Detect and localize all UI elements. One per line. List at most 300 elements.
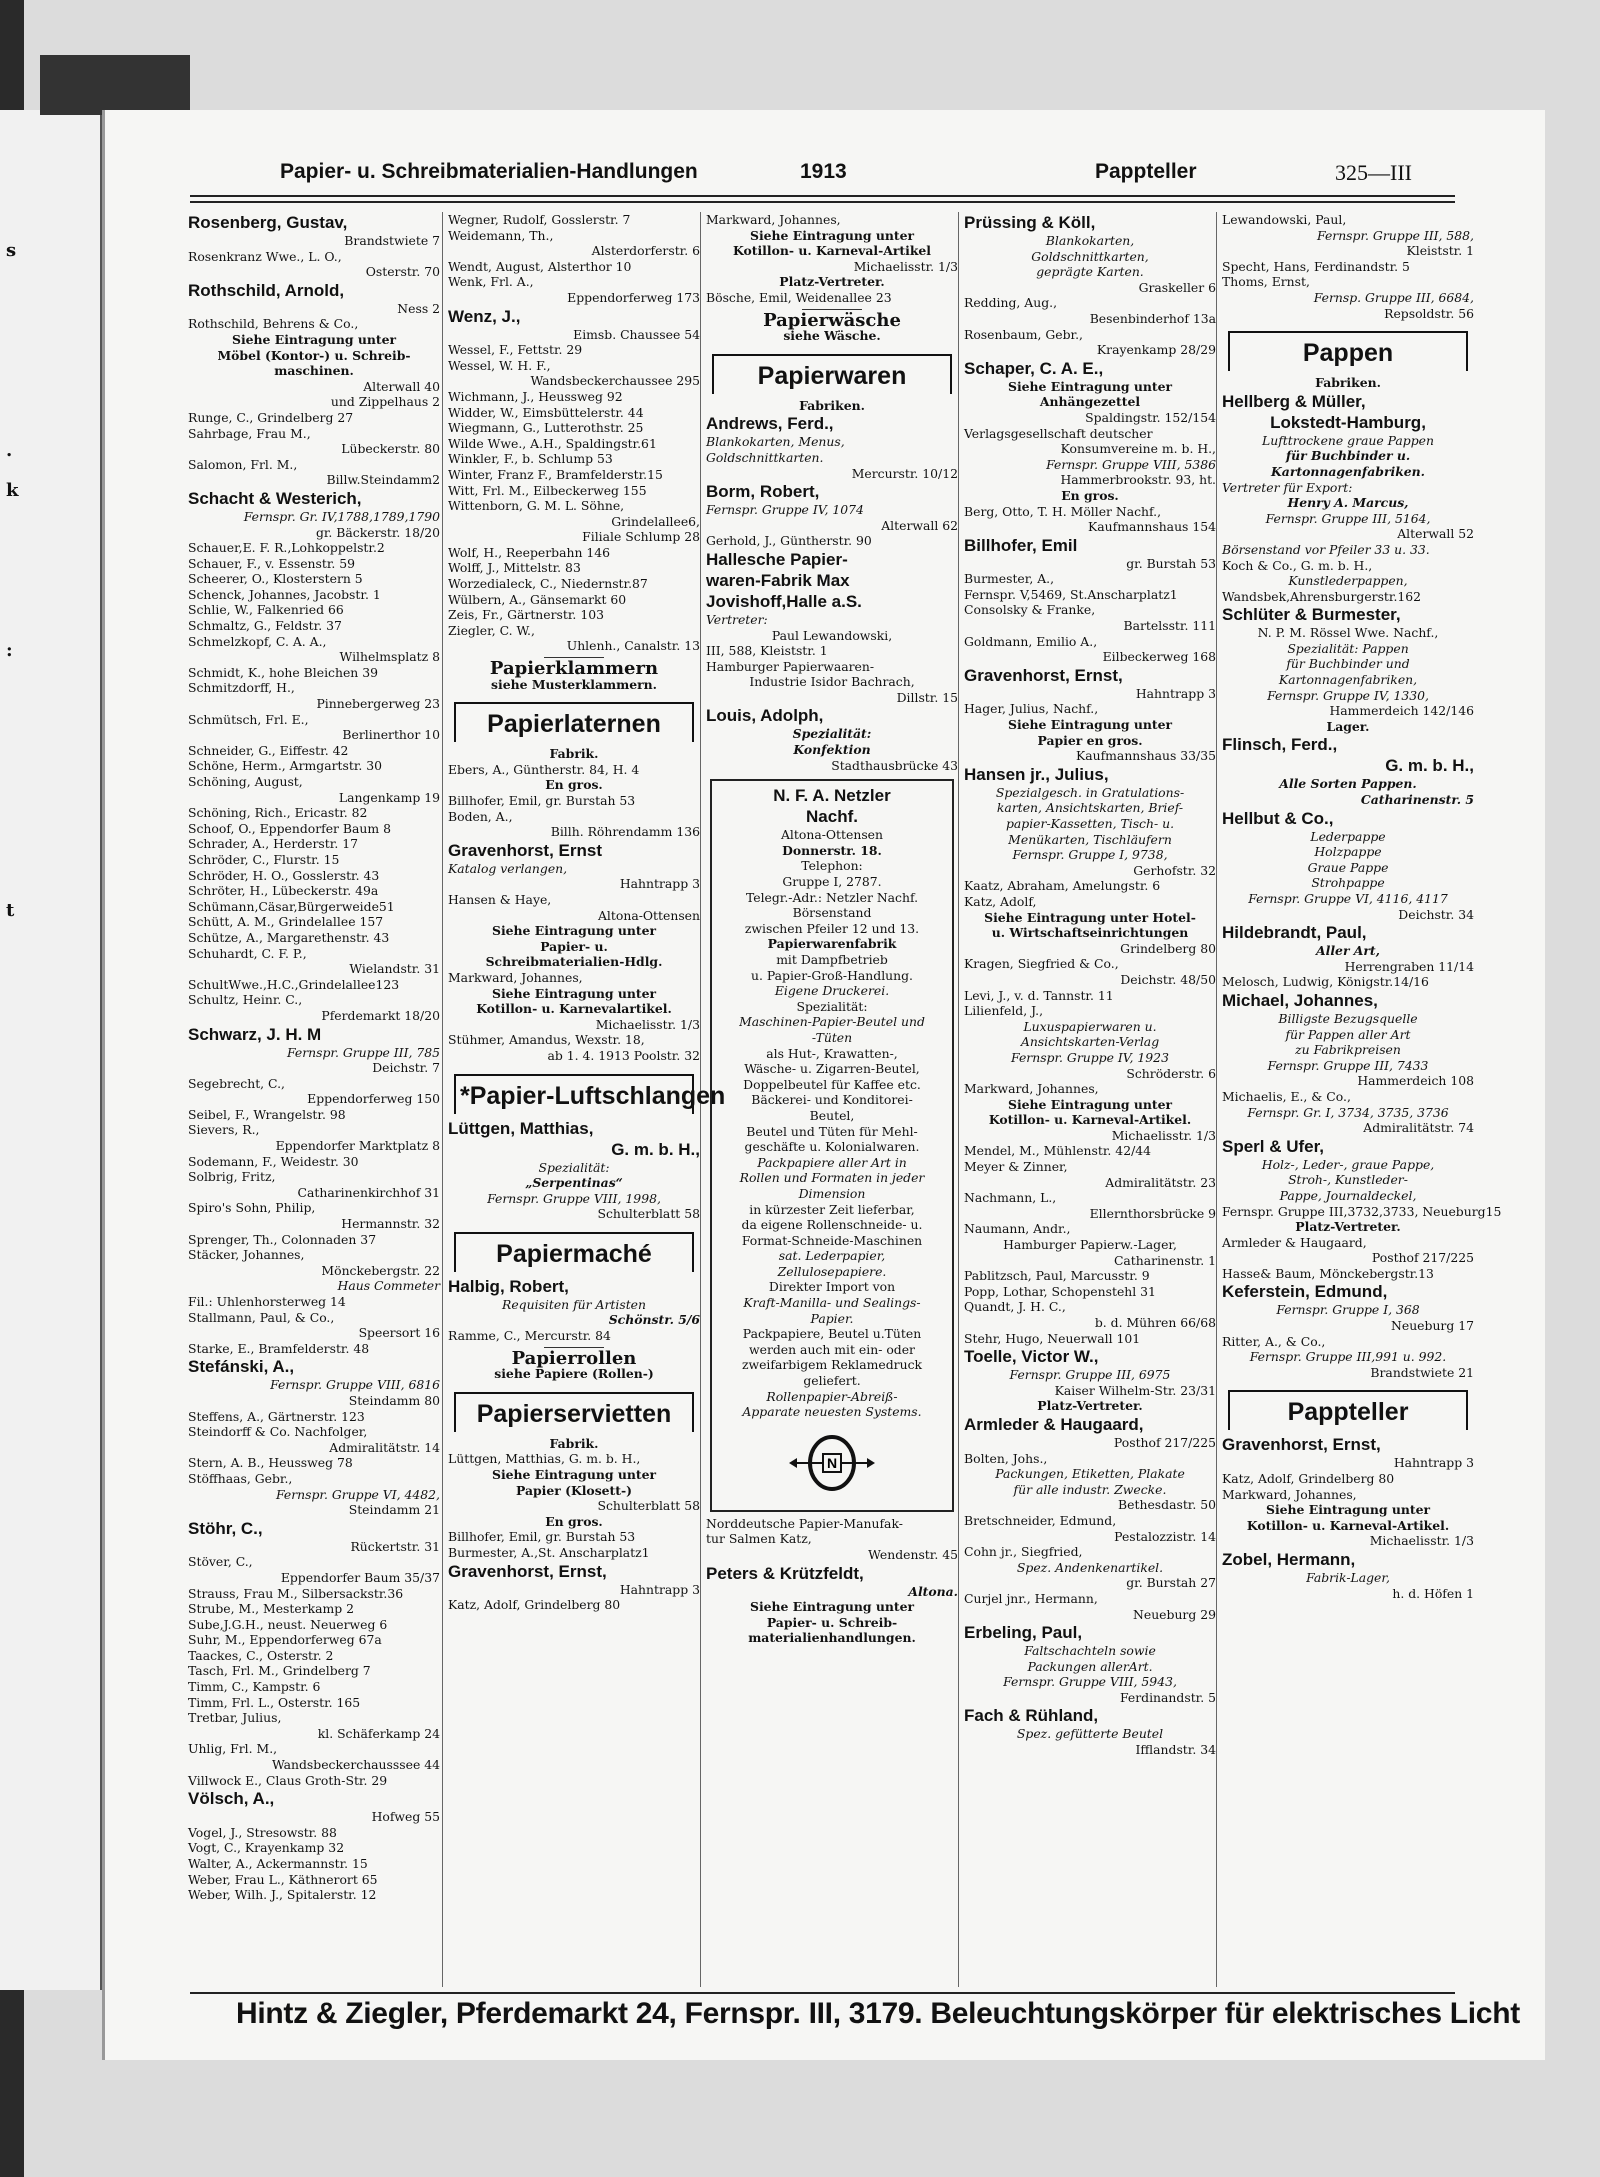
- listing-line: Schmelzkopf, C. A. A.,: [188, 633, 327, 649]
- listing-line: Vertreter:: [706, 611, 768, 627]
- listing-line: Catharinenstr. 1: [1113, 1252, 1216, 1268]
- listing-line: Spiro's Sohn, Philip,: [188, 1200, 316, 1216]
- listing-line: Bäckerei- und Konditorei-: [751, 1092, 913, 1108]
- listing-line: Schmidt, K., hohe Bleichen 39: [188, 664, 378, 680]
- business-name: Schacht & Westerich,: [188, 488, 362, 508]
- listing-line: Timm, C., Kampstr. 6: [188, 1679, 321, 1695]
- column-4: [964, 212, 1216, 1987]
- listing-line: Thoms, Ernst,: [1222, 274, 1310, 290]
- listing-line: Mönckebergstr. 22: [321, 1262, 440, 1278]
- business-name: Schaper, C. A. E.,: [964, 358, 1104, 378]
- listing-line: Weber, Frau L., Käthnerort 65: [188, 1871, 378, 1887]
- listing-line: Eigene Druckerei.: [774, 983, 890, 999]
- listing-line: Berg, Otto, T. H. Möller Nachf.,: [964, 503, 1162, 519]
- listing-line: Stäcker, Johannes,: [188, 1247, 305, 1263]
- footer-rule: [190, 1992, 1455, 1994]
- listing-line: Fabrik.: [549, 746, 599, 762]
- listing-line: Hammerdeich 142/146: [1329, 703, 1474, 719]
- business-name: Zobel, Hermann,: [1222, 1550, 1356, 1569]
- listing-line: Hager, Julius, Nachf.,: [964, 701, 1099, 717]
- listing-line: Telegr.-Adr.: Netzler Nachf.: [745, 889, 919, 905]
- listing-line: Michaelisstr. 1/3: [853, 258, 958, 274]
- listing-line: Vogt, C., Krayenkamp 32: [188, 1840, 345, 1856]
- listing-line: Suhr, M., Eppendorferweg 67a: [188, 1632, 382, 1648]
- listing-line: ab 1. 4. 1913 Poolstr. 32: [547, 1047, 700, 1063]
- listing-line: SchultWwe.,H.C.,Grindelallee123: [188, 976, 400, 992]
- listing-line: maschinen.: [274, 363, 354, 379]
- business-name: Stöhr, C.,: [188, 1518, 263, 1538]
- business-name: Wenz, J.,: [448, 306, 521, 326]
- listing-line: Apparate neuesten Systems.: [742, 1404, 922, 1420]
- cross-reference: siehe Wäsche.: [783, 328, 881, 344]
- listing-line: Bethesdastr. 50: [1118, 1497, 1216, 1513]
- listing-line: Brandstwiete 7: [344, 233, 440, 248]
- listing-line: Pestalozzistr. 14: [1114, 1528, 1216, 1544]
- business-name: Louis, Adolph,: [706, 706, 824, 726]
- listing-line: Pinnebergerweg 23: [316, 696, 440, 712]
- business-name: Flinsch, Ferd.,: [1222, 735, 1338, 755]
- listing-line: Fernspr. Gruppe I, 368: [1276, 1302, 1420, 1318]
- listing-line: Lewandowski, Paul,: [1222, 212, 1347, 227]
- listing-line: Siehe Eintragung unter: [492, 923, 656, 939]
- listing-line: Hamburger Papierwaaren-: [706, 658, 875, 674]
- listing-line: Ramme, C., Mercurstr. 84: [448, 1328, 611, 1344]
- listing-line: Schröter, H., Lübeckerstr. 49a: [188, 883, 379, 899]
- listing-line: Packungen, Etiketten, Plakate: [995, 1466, 1185, 1482]
- business-name: Stefánski, A.,: [188, 1357, 295, 1377]
- section-entries: [448, 1118, 700, 1222]
- listing-line: Fernspr. Gruppe VIII, 5943,: [1003, 1674, 1177, 1690]
- listing-line: Kaatz, Abraham, Amelungstr. 6: [964, 878, 1161, 894]
- listing-line: Haus Commeter: [337, 1278, 440, 1294]
- listing-line: Kunstlederpappen,: [1288, 573, 1408, 589]
- listing-line: Eppendorferweg 150: [307, 1091, 440, 1107]
- listing-line: Hermannstr. 32: [341, 1216, 440, 1232]
- listing-line: Markward, Johannes,: [964, 1081, 1099, 1097]
- listing-line: Dimension: [798, 1185, 866, 1201]
- listing-line: Winkler, F., b. Schlump 53: [448, 451, 613, 467]
- listing-line: Walter, A., Ackermannstr. 15: [188, 1856, 368, 1871]
- listing-line: Schöne, Herm., Armgartstr. 30: [188, 758, 383, 774]
- listing-line: Papier.: [810, 1310, 854, 1326]
- listing-line: Curjel jnr., Hermann,: [964, 1590, 1098, 1606]
- listing-line: Lager.: [1326, 718, 1370, 734]
- listing-line: Eilbeckerweg 168: [1102, 649, 1216, 665]
- cross-reference: siehe Musterklammern.: [491, 676, 657, 692]
- listing-line: Wessel, F., Fettstr. 29: [448, 342, 583, 358]
- listing-line: Schlie, W., Falkenried 66: [188, 602, 344, 618]
- listing-line: Graue Pappe: [1307, 859, 1389, 875]
- listing-line: Schümann,Cäsar,Bürgerweide51: [188, 898, 395, 914]
- listing-line: Besenbinderhof 13a: [1089, 310, 1216, 326]
- listing-line: Billigste Bezugsquelle: [1278, 1010, 1418, 1026]
- business-name: Halbig, Robert,: [448, 1276, 569, 1296]
- listing-line: Mendel, M., Mühlenstr. 42/44: [964, 1143, 1152, 1159]
- listing-line: Redding, Aug.,: [964, 295, 1058, 311]
- business-name: Keferstein, Edmund,: [1222, 1282, 1388, 1302]
- page-header: [180, 160, 1450, 190]
- listing-line: Hammerbrookstr. 93, ht.: [1060, 472, 1216, 488]
- listing-line: Ness 2: [397, 300, 440, 316]
- listing-line: Burmester, A.,: [964, 571, 1055, 587]
- listing-line: für alle industr. Zwecke.: [1013, 1481, 1167, 1497]
- netzler-logo-icon: [787, 1428, 877, 1498]
- ad-lines: [718, 785, 946, 1420]
- listing-line: Siehe Eintragung unter: [750, 227, 914, 243]
- listing-line: Ziegler, C. W.,: [448, 622, 535, 638]
- listing-line: Fabriken.: [1315, 375, 1381, 391]
- header-rule-top: [190, 195, 1455, 197]
- listing-line: Wendenstr. 45: [868, 1547, 958, 1562]
- listing-line: Fernspr. V,5469, St.Anscharplatz1: [964, 586, 1178, 602]
- listing-line: Michaelisstr. 1/3: [1369, 1533, 1474, 1549]
- listing-line: Fernspr. Gruppe IV, 1330,: [1267, 687, 1429, 703]
- listing-line: Schönstr. 5/6: [608, 1312, 700, 1328]
- business-name: Jovishoff,Halle a.S.: [706, 591, 862, 611]
- listing-line: u. Wirtschaftseinrichtungen: [991, 925, 1189, 941]
- listing-line: gr. Bäckerstr. 18/20: [315, 524, 440, 540]
- listing-line: Rosenkranz Wwe., L. O.,: [188, 248, 342, 264]
- listing-line: Herrengraben 11/14: [1344, 958, 1474, 974]
- listing-line: Michaelisstr. 1/3: [595, 1016, 700, 1032]
- listing-line: Spez. gefütterte Beutel: [1016, 1726, 1164, 1742]
- listing-line: Wandsbek,Ahrensburgerstr.162: [1222, 588, 1422, 604]
- listing-line: Alle Sorten Pappen.: [1279, 776, 1417, 792]
- listing-line: Lübeckerstr. 80: [341, 441, 440, 457]
- listing-line: Lilienfeld, J.,: [964, 1003, 1044, 1019]
- col2-entries: [448, 212, 700, 654]
- listing-line: tur Salmen Katz,: [706, 1531, 812, 1547]
- listing-line: Naumann, Andr.,: [964, 1221, 1071, 1237]
- listing-line: Segebrecht, C.,: [188, 1075, 285, 1091]
- listing-line: Billh. Röhrendamm 136: [550, 824, 700, 840]
- listing-line: Wegner, Rudolf, Gosslerstr. 7: [448, 212, 631, 227]
- business-name: Borm, Robert,: [706, 482, 820, 502]
- listing-line: Hasse& Baum, Mönckebergstr.13: [1222, 1265, 1434, 1281]
- business-name: Andrews, Ferd.,: [706, 414, 834, 434]
- listing-line: Schöning, August,: [188, 774, 303, 789]
- listing-line: Markward, Johannes,: [706, 212, 841, 227]
- business-name: Gravenhorst, Ernst,: [964, 665, 1123, 685]
- listing-line: Direkter Import von: [768, 1279, 896, 1295]
- listing-line: Fernspr. Gr. I, 3734, 3735, 3736: [1247, 1104, 1449, 1120]
- listing-line: Eppendorfer Baum 35/37: [280, 1569, 440, 1585]
- listing-line: Sievers, R.,: [188, 1122, 260, 1138]
- listing-line: Wandsbeckerchaussee 295: [530, 373, 700, 389]
- column-2: [448, 212, 726, 1987]
- listing-line: Speersort 16: [358, 1325, 440, 1341]
- listing-line: Schulterblatt 58: [597, 1206, 700, 1222]
- listing-line: Sodemann, F., Weidestr. 30: [188, 1153, 359, 1169]
- listing-line: Siehe Eintragung unter: [492, 1467, 656, 1483]
- listing-line: Goldmann, Emilio A.,: [964, 633, 1098, 649]
- listing-line: Wenk, Frl. A.,: [448, 274, 534, 290]
- listing-line: Fernspr. Gruppe III,3732,3733, Neueburg15: [1222, 1203, 1502, 1219]
- header-page-number: 325—III: [1335, 160, 1412, 185]
- listing-line: Hahntrapp 3: [619, 1581, 700, 1597]
- listing-line: Deichstr. 34: [1398, 906, 1474, 922]
- listing-line: Platz-Vertreter.: [1295, 1219, 1401, 1235]
- listing-line: Bösche, Emil, Weidenallee 23: [706, 289, 892, 305]
- section-entries: [448, 1276, 700, 1344]
- listing-line: Maschinen-Papier-Beutel und: [739, 1014, 925, 1030]
- listing-line: Billhofer, Emil, gr. Burstah 53: [448, 1529, 636, 1545]
- listing-line: Blankokarten,: [1045, 233, 1135, 248]
- listing-line: Strube, M., Mesterkamp 2: [188, 1601, 355, 1617]
- listing-line: Gerhold, J., Güntherstr. 90: [706, 533, 872, 549]
- column-separator: [1216, 212, 1217, 1987]
- listing-line: Fernspr. Gruppe III,991 u. 992.: [1249, 1349, 1447, 1365]
- listing-line: gr. Burstah 53: [1126, 555, 1216, 571]
- listing-line: Steindamm 80: [348, 1392, 440, 1408]
- listing-line: Fernspr. Gruppe III, 7433: [1267, 1057, 1429, 1073]
- listing-line: Katalog verlangen,: [448, 860, 568, 876]
- listing-line: Siehe Eintragung unter: [1266, 1502, 1430, 1518]
- listing-line: Posthof 217/225: [1113, 1434, 1216, 1450]
- listing-line: Markward, Johannes,: [1222, 1486, 1357, 1502]
- listing-line: Fernspr. Gruppe VIII, 1998,: [487, 1190, 661, 1206]
- listing-line: Taackes, C., Osterstr. 2: [188, 1647, 334, 1663]
- business-name: Hildebrandt, Paul,: [1222, 923, 1367, 943]
- listing-line: Börsenstand: [792, 905, 872, 921]
- listing-line: Catharinenstr. 5: [1360, 792, 1474, 808]
- listing-line: Weidemann, Th.,: [448, 227, 554, 243]
- listing-line: Hahntrapp 3: [619, 876, 700, 892]
- listing-line: Wiegmann, G., Lutterothstr. 25: [448, 420, 644, 436]
- listing-line: Eimsb. Chaussee 54: [573, 326, 700, 342]
- previous-page-edge: s . k : t: [0, 110, 103, 1990]
- listing-line: Meyer & Zinner,: [964, 1159, 1068, 1175]
- listing-line: Donnerstr. 18.: [782, 842, 882, 858]
- listing-line: Wolff, J., Mittelstr. 83: [448, 560, 581, 576]
- listing-line: Vogel, J., Stresowstr. 88: [188, 1824, 337, 1840]
- listing-line: Siehe Eintragung unter: [1008, 1096, 1172, 1112]
- listing-line: Papier- u. Schreib-: [766, 1614, 898, 1630]
- listing-line: Bartelsstr. 111: [1123, 618, 1216, 634]
- listing-line: Scheerer, O., Klosterstern 5: [188, 571, 363, 587]
- listing-line: Katz, Adolf, Grindelberg 80: [1222, 1471, 1395, 1487]
- listing-line: Stöver, C.,: [188, 1554, 253, 1570]
- section-entries: [1222, 1434, 1474, 1601]
- listing-line: Catharinenkirchhof 31: [297, 1184, 440, 1200]
- listing-line: Kaiser Wilhelm-Str. 23/31: [1054, 1382, 1216, 1398]
- header-category: Pappteller: [1095, 160, 1197, 183]
- listing-line: Eppendorfer Marktplatz 8: [275, 1138, 440, 1154]
- listing-line: Spezialität:: [792, 726, 872, 742]
- listing-line: Runge, C., Grindelberg 27: [188, 409, 354, 425]
- listing-line: Fernsp. Gruppe III, 6684,: [1313, 289, 1474, 305]
- listing-line: Altona.: [908, 1583, 958, 1599]
- listing-line: Langenkamp 19: [338, 789, 440, 805]
- listing-line: Stühmer, Amandus, Wexstr. 18,: [448, 1032, 645, 1048]
- business-name: Fach & Rühland,: [964, 1706, 1099, 1726]
- listing-line: Schoof, O., Eppendorfer Baum 8: [188, 820, 391, 836]
- listing-line: Fernspr. Gruppe VI, 4116, 4117: [1248, 891, 1448, 906]
- listing-line: Schenck, Johannes, Jacobstr. 1: [188, 586, 381, 602]
- business-name: Armleder & Haugaard,: [964, 1414, 1144, 1434]
- listing-line: Alterwall 40: [363, 378, 440, 394]
- listing-line: Lufttrockene graue Pappen: [1261, 432, 1434, 448]
- business-name: Gravenhorst, Ernst,: [448, 1561, 607, 1581]
- listing-line: Schreibmaterialien-Hdlg.: [485, 954, 663, 970]
- listing-line: Siehe Eintragung unter: [492, 985, 656, 1001]
- section-banner-papierlaternen: Papierlaternen: [454, 702, 694, 742]
- listing-line: werden auch mit ein- oder: [749, 1341, 915, 1357]
- listing-line: Deichstr. 7: [372, 1060, 440, 1076]
- listing-line: Sahrbage, Frau M.,: [188, 425, 311, 441]
- listing-line: Luxuspapierwaren u.: [1023, 1018, 1157, 1034]
- listing-line: u. Papier-Groß-Handlung.: [750, 967, 913, 983]
- listing-line: Ritter, A., & Co.,: [1222, 1333, 1326, 1349]
- listing-line: Strauss, Frau M., Silbersackstr.36: [188, 1585, 404, 1601]
- listing-line: Henry A. Marcus,: [1287, 495, 1409, 511]
- listing-line: Stadthausbrücke 43: [831, 757, 958, 773]
- listing-line: Schauer,E. F. R.,Lohkoppelstr.2: [188, 540, 385, 556]
- listing-line: zweifarbigem Reklamedruck: [741, 1357, 923, 1373]
- listing-line: Fernspr. Gruppe VI, 4482,: [275, 1486, 440, 1502]
- column-separator: [442, 212, 443, 1987]
- listing-line: Katz, Adolf, Grindelberg 80: [448, 1597, 621, 1613]
- listing-line: Uhlenh., Canalstr. 13: [566, 638, 700, 654]
- listing-line: karten, Ansichtskarten, Brief-: [996, 800, 1184, 816]
- listing-line: Konfektion: [793, 742, 871, 758]
- header-rule-bottom: [190, 201, 1455, 203]
- listing-line: Wittenborn, G. M. L. Söhne,: [448, 498, 625, 514]
- listing-line: Industrie Isidor Bachrach,: [749, 674, 915, 690]
- business-name: Rothschild, Arnold,: [188, 280, 345, 300]
- listing-line: gr. Burstah 27: [1126, 1575, 1216, 1591]
- listing-line: Markward, Johannes,: [448, 969, 583, 985]
- listing-line: Kotillon- u. Karneval-Artikel.: [988, 1112, 1192, 1128]
- listing-line: Kraft-Manilla- und Sealings-: [743, 1295, 921, 1311]
- listing-line: Fabriken.: [799, 397, 865, 413]
- listing-line: Katz, Adolf,: [964, 893, 1037, 909]
- listing-line: Schröder, C., Flurstr. 15: [188, 851, 340, 867]
- listing-line: Papier- u.: [540, 938, 608, 954]
- listing-line: Krayenkamp 28/29: [1096, 342, 1216, 358]
- listing-line: Kaufmannshaus 154: [1088, 519, 1216, 535]
- listing-line: Strohpappe: [1311, 875, 1385, 891]
- listing-line: Fil.: Uhlenhorsterweg 14: [188, 1294, 346, 1309]
- listing-line: sat. Lederpapier,: [778, 1248, 886, 1264]
- listing-line: Beutel und Tüten für Mehl-: [746, 1123, 918, 1139]
- listing-line: Bolten, Johs.,: [964, 1450, 1048, 1466]
- listing-line: Faltschachteln sowie: [1024, 1643, 1156, 1659]
- listing-line: Börsenstand vor Pfeiler 33 u. 33.: [1222, 541, 1430, 557]
- listing-line: Spez. Andenkenartikel.: [1016, 1559, 1164, 1575]
- listing-line: Burmester, A.,St. Anscharplatz1: [448, 1545, 650, 1560]
- listing-line: Verlagsgesellschaft deutscher: [964, 425, 1153, 441]
- listing-line: in kürzester Zeit lieferbar,: [749, 1201, 915, 1217]
- listing-line: für Buchbinder und: [1286, 656, 1410, 672]
- listing-line: Holzpappe: [1314, 844, 1382, 860]
- listing-line: b. d. Mühren 66/68: [1094, 1315, 1216, 1330]
- listing-line: Wandsbeckerchausssee 44: [271, 1757, 440, 1773]
- listing-line: Holz-, Leder-, graue Pappe,: [1261, 1156, 1435, 1172]
- business-name: Toelle, Victor W.,: [964, 1347, 1099, 1367]
- section-banner-papierwaren: Papierwaren: [712, 354, 952, 394]
- listing-line: Fernspr. Gruppe III, 6975: [1009, 1367, 1171, 1383]
- listing-line: Eppendorferweg 173: [567, 289, 700, 305]
- column-5: [1222, 212, 1502, 1987]
- listing-line: Spezialität:: [796, 998, 868, 1014]
- col5-entries: [1222, 212, 1474, 321]
- listing-line: da eigene Rollenschneide- u.: [741, 1217, 923, 1233]
- listing-line: und Zippelhaus 2: [330, 394, 440, 410]
- listing-line: Starke, E., Bramfelderstr. 48: [188, 1340, 370, 1356]
- listing-line: Ellernthorsbrücke 9: [1089, 1205, 1216, 1221]
- listing-line: Steindorff & Co. Nachfolger,: [188, 1424, 368, 1440]
- listing-line: Blankokarten, Menus,: [706, 434, 845, 450]
- listing-line: Gruppe I, 2787.: [782, 874, 882, 890]
- listing-line: Sprenger, Th., Colonnaden 37: [188, 1231, 377, 1247]
- listing-line: Schröderstr. 6: [1126, 1065, 1216, 1081]
- listing-line: Wendt, August, Alsterthor 10: [448, 258, 632, 274]
- listing-line: Boden, A.,: [448, 808, 513, 824]
- section-banner-papiermache: Papiermaché: [454, 1232, 694, 1272]
- business-name: Gravenhorst, Ernst,: [1222, 1435, 1381, 1455]
- business-name: waren-Fabrik Max: [706, 570, 850, 590]
- listing-line: Platz-Vertreter.: [1037, 1398, 1143, 1414]
- listing-line: En gros.: [545, 1513, 603, 1529]
- section-banner-pappen: Pappen: [1228, 331, 1468, 371]
- listing-line: geprägte Karten.: [1036, 264, 1144, 280]
- listing-line: Wäsche- u. Zigarren-Beutel,: [744, 1061, 920, 1077]
- listing-line: Hahntrapp 3: [1135, 685, 1216, 701]
- listing-line: Papier (Klosett-): [515, 1482, 633, 1498]
- netzler-advertisement: [710, 779, 954, 1512]
- section-title-papierwaesche: Papierwäsche: [763, 309, 901, 331]
- listing-line: Schuhardt, C. F. P.,: [188, 945, 307, 961]
- listing-line: Anhängezettel: [1039, 394, 1141, 410]
- listing-line: Format-Schneide-Maschinen: [741, 1232, 923, 1248]
- listing-line: Fernspr. Gruppe IV, 1923: [1011, 1049, 1169, 1065]
- listing-line: Siehe Eintragung unter: [1008, 378, 1172, 394]
- listing-line: Melosch, Ludwig, Königstr.14/16: [1222, 974, 1429, 990]
- business-name: Hansen jr., Julius,: [964, 764, 1109, 784]
- listing-line: Admiralitätstr. 23: [1105, 1174, 1216, 1190]
- listing-line: Ifflandstr. 34: [1135, 1742, 1216, 1758]
- listing-line: Fernspr. Gruppe III, 785: [286, 1044, 440, 1060]
- listing-line: Rothschild, Behrens & Co.,: [188, 316, 359, 332]
- listing-line: Ebers, A., Güntherstr. 84, H. 4: [448, 761, 640, 777]
- listing-line: Pferdemarkt 18/20: [321, 1007, 440, 1023]
- listing-line: Fernspr. Gruppe VIII, 6816: [270, 1377, 440, 1393]
- business-name: Hellberg & Müller,: [1222, 391, 1366, 411]
- listing-line: Michaelisstr. 1/3: [1111, 1127, 1216, 1143]
- business-name: Peters & Krützfeldt,: [706, 1563, 864, 1583]
- listing-line: Dillstr. 15: [896, 689, 958, 705]
- listing-line: Siehe Eintragung unter Hotel-: [984, 909, 1196, 925]
- section-entries: [1222, 375, 1502, 1380]
- section-banner-luftschlangen: *Papier-Luftschlangen: [454, 1074, 694, 1114]
- listing-line: Armleder & Haugaard,: [1222, 1234, 1367, 1250]
- listing-line: Billw.Steindamm2: [326, 472, 440, 488]
- listing-line: Paul Lewandowski,: [771, 627, 893, 643]
- listing-line: zwischen Pfeiler 12 und 13.: [744, 920, 920, 936]
- listing-line: Winter, Franz F., Bramfelderstr.15: [448, 466, 663, 482]
- listing-line: Alsterdorferstr. 6: [591, 243, 700, 259]
- listing-line: Schütt, A. M., Grindelallee 157: [188, 914, 384, 930]
- listing-line: Vertreter für Export:: [1222, 479, 1353, 495]
- listing-line: Tretbar, Julius,: [188, 1710, 282, 1726]
- listing-line: Seibel, F., Wrangelstr. 98: [188, 1106, 346, 1122]
- listing-line: Stehr, Hugo, Neuerwall 101: [964, 1330, 1141, 1346]
- scan-dark-corner: [40, 55, 190, 115]
- business-name: Lüttgen, Matthias,: [448, 1118, 594, 1138]
- listing-line: Steffens, A., Gärtnerstr. 123: [188, 1408, 365, 1424]
- listing-line: Wielandstr. 31: [349, 961, 440, 977]
